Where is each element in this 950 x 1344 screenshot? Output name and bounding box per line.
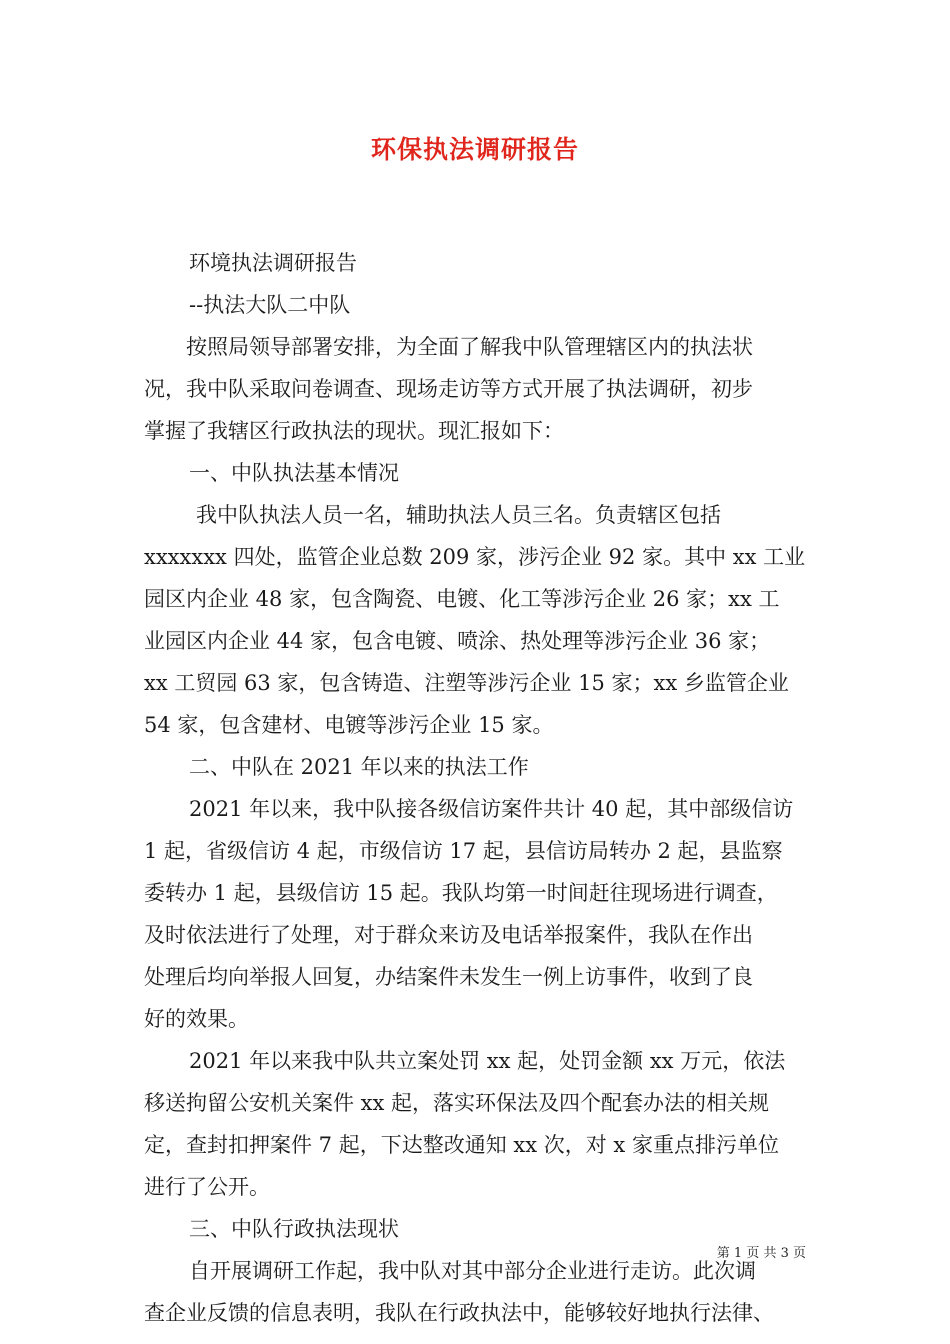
paragraph-line: 自开展调研工作起，我中队对其中部分企业进行走访。此次调	[189, 1259, 756, 1283]
section-heading: 二、中队在 2021 年以来的执法工作	[189, 755, 529, 779]
paragraph-line: 况，我中队采取问卷调查、现场走访等方式开展了执法调研，初步	[144, 377, 753, 401]
paragraph-line: 掌握了我辖区行政执法的现状。现汇报如下：	[144, 419, 564, 443]
paragraph-line: 2021 年以来，我中队接各级信访案件共计 40 起，其中部级信访	[189, 797, 794, 821]
report-subtitle: 环境执法调研报告	[189, 251, 357, 275]
paragraph-line: 1 起，省级信访 4 起，市级信访 17 起，县信访局转办 2 起，县监察	[144, 839, 783, 863]
paragraph-line: xx 工贸园 63 家，包含铸造、注塑等涉污企业 15 家；xx 乡监管企业	[144, 671, 789, 695]
section-heading: 三、中队行政执法现状	[189, 1217, 399, 1241]
paragraph-line: 2021 年以来我中队共立案处罚 xx 起，处罚金额 xx 万元，依法	[189, 1049, 786, 1073]
paragraph-line: 委转办 1 起，县级信访 15 起。我队均第一时间赶往现场进行调查，	[144, 881, 778, 905]
paragraph-line: 定，查封扣押案件 7 起，下达整改通知 xx 次，对 x 家重点排污单位	[144, 1133, 779, 1157]
section-heading: 一、中队执法基本情况	[189, 461, 399, 485]
paragraph-line: 我中队执法人员一名，辅助执法人员三名。负责辖区包括	[196, 503, 721, 527]
document-body	[144, 242, 812, 1334]
paragraph-line: 好的效果。	[144, 1007, 249, 1031]
paragraph-line: xxxxxxx 四处，监管企业总数 209 家，涉污企业 92 家。其中 xx 工业	[144, 545, 806, 569]
page-number: 第 1 页 共 3 页	[716, 1246, 806, 1261]
paragraph-line: 园区内企业 48 家，包含陶瓷、电镀、化工等涉污企业 26 家；xx 工	[144, 587, 780, 611]
paragraph-line: 移送拘留公安机关案件 xx 起，落实环保法及四个配套办法的相关规	[144, 1091, 770, 1115]
paragraph-line: 及时依法进行了处理，对于群众来访及电话举报案件，我队在作出	[144, 923, 753, 947]
paragraph-line: 按照局领导部署安排，为全面了解我中队管理辖区内的执法状	[186, 335, 753, 359]
paragraph-line: 进行了公开。	[144, 1175, 270, 1199]
report-author: --执法大队二中队	[189, 293, 351, 317]
paragraph-line: 业园区内企业 44 家，包含电镀、喷涂、热处理等涉污企业 36 家；	[144, 629, 771, 653]
paragraph-line: 54 家，包含建材、电镀等涉污企业 15 家。	[144, 713, 554, 737]
paragraph-line: 查企业反馈的信息表明，我队在行政执法中，能够较好地执行法律、	[144, 1301, 774, 1325]
paragraph-line: 处理后均向举报人回复，办结案件未发生一例上访事件，收到了良	[144, 965, 753, 989]
document-title: 环保执法调研报告	[370, 135, 579, 164]
